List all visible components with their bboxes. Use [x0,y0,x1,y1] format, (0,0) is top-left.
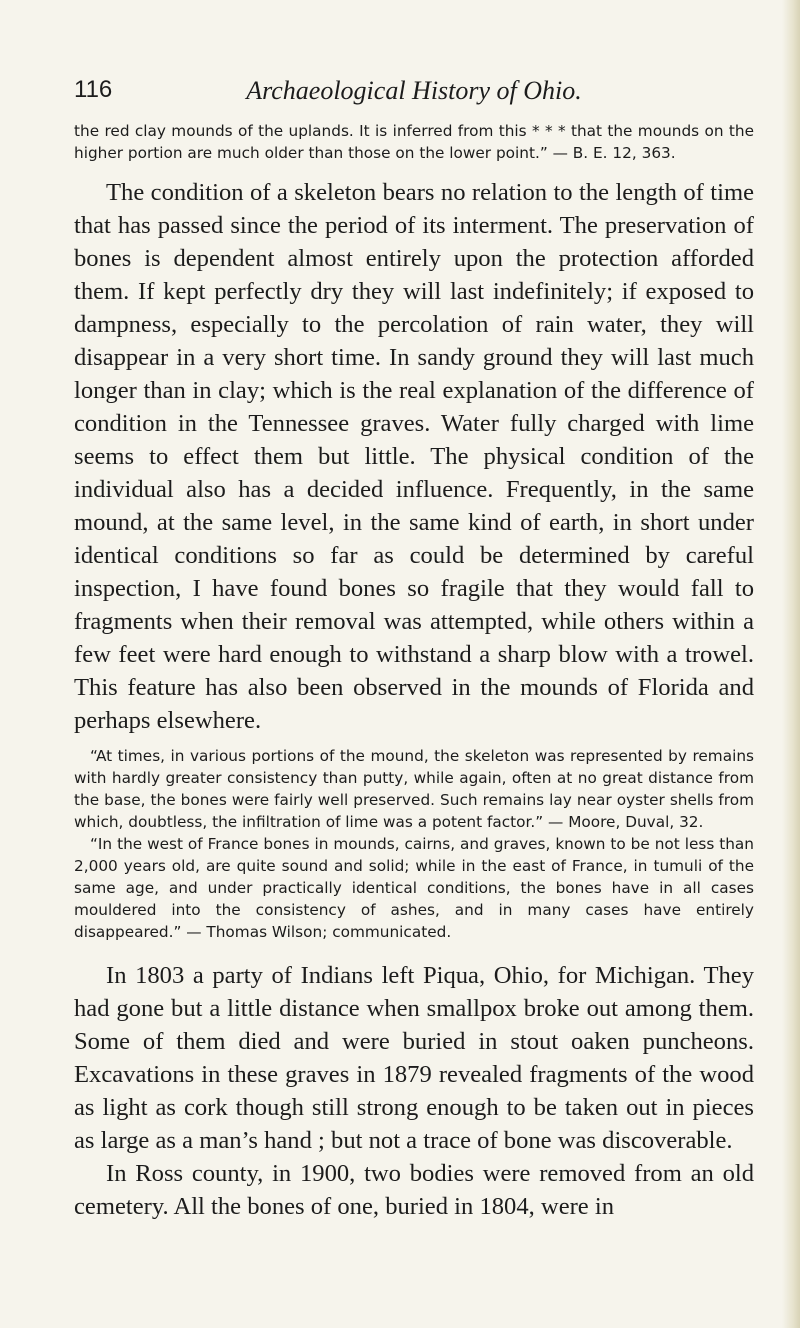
quote-moore-duval: “At times, in various portions of the mound, the skeleton was represented by remains with hardly greater consistency than putty, while again, often at no great distance from the base, the bones were fairly well preserved. Such remains lay near oyster shells from which, doubtless, the infiltration of lime was a potent factor.” — Moore, Duval, 32. [74,747,754,831]
page-edge-shadow [782,0,800,1328]
paragraph-piqua-indians: In 1803 a party of Indians left Piqua, Ohio, for Michigan. They had gone but a little distance when smallpox broke out among them. Some of them died and were buried in stout oaken puncheons. Excavations in these graves in 1879 revealed fragments of the wood as light as cork though still strong enough to be taken out in pieces as large as a man’s hand ; but not a trace of bone was discoverable. [74,962,754,1154]
paragraph-ross-county: In Ross county, in 1900, two bodies were removed from an old cemetery. All the bones of one, buried in 1804, were in [74,1160,754,1220]
book-page [74,76,754,1223]
page-number: 116 [74,76,113,103]
running-head [74,76,754,116]
paragraph-skeleton-condition: The condition of a skeleton bears no relation to the length of time that has passed since the period of its interment. The preservation of bones is dependent almost entirely upon the protection afforded them. If kept perfectly dry they will last indefinitely; if exposed to dampness, especially to the percolation of rain water, they will disappear in a very short time. In sandy ground they will last much longer than in clay; which is the real explanation of the difference of condition in the Tennessee graves. Water fully charged with lime seems to effect them but little. The physical condition of the individual also has a decided influence. Frequently, in the same mound, at the same level, in the same kind of earth, in short under identical conditions so far as could be determined by careful inspection, I have found bones so fragile that they would fall to fragments when their removal was attempted, while others within a few feet were hard enough to withstand a sharp blow with a trowel. This feature has also been observed in the mounds of Florida and perhaps elsewhere. [74,179,754,734]
running-title: Archaeological History of Ohio. [246,76,582,105]
quote-thomas-wilson: “In the west of France bones in mounds, cairns, and graves, known to be not less than 2,000 years old, are quite sound and solid; while in the east of France, in tumuli of the same age, and under practically identical conditions, the bones have in all cases mouldered into the consistency of ashes, and in many cases have entirely disappeared.” — Thomas Wilson; communicated. [74,835,754,941]
quote-continuation: the red clay mounds of the uplands. It is inferred from this * * * that the mounds on the higher portion are much older than those on the lower point.” — B. E. 12, 363. [74,122,754,162]
